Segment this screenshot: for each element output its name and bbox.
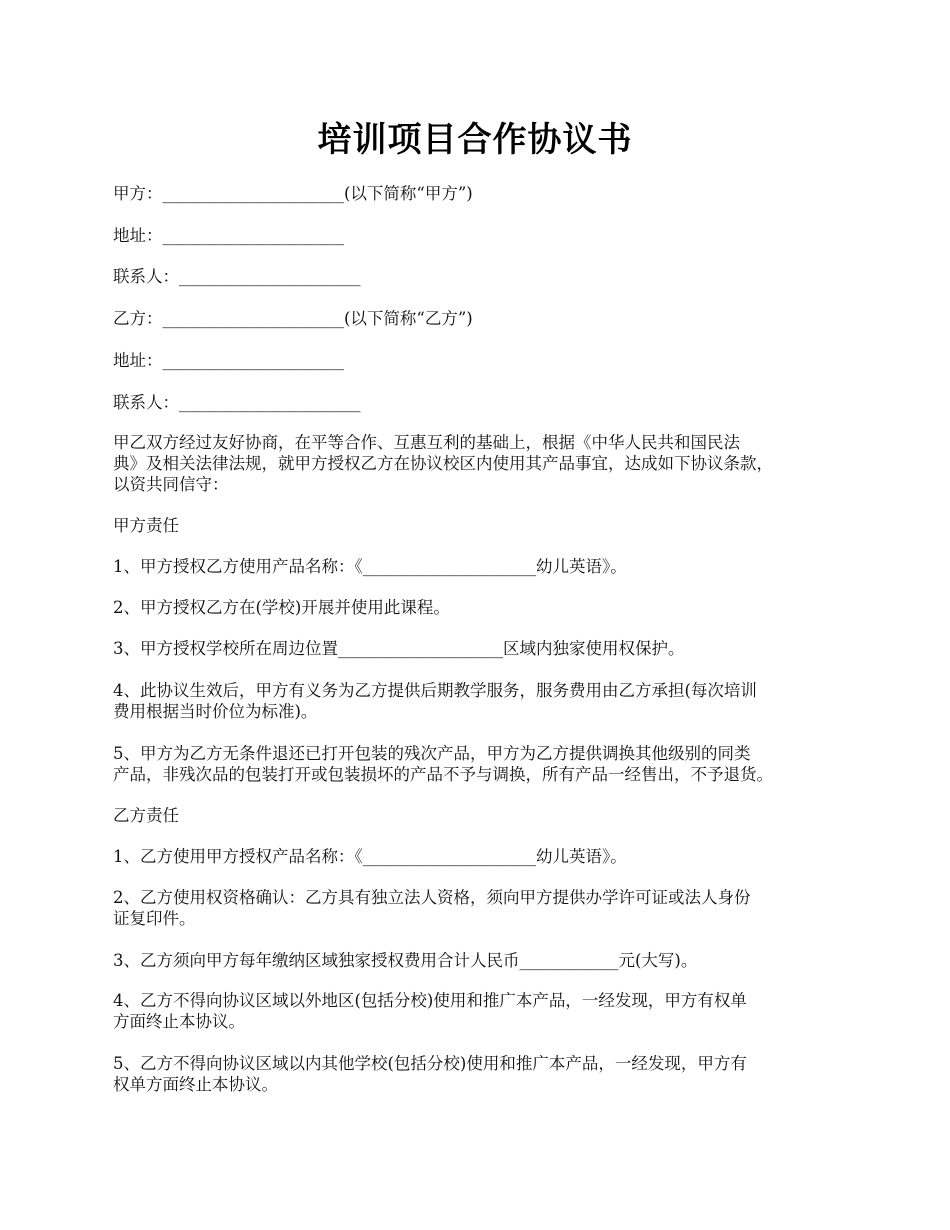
section-a-clause-4 — [113, 680, 858, 722]
intro-line: 甲乙双方经过友好协商，在平等合作、互惠互利的基础上，根据《中华人民共和国民法 — [113, 433, 740, 452]
section-b-clause-4 — [113, 990, 858, 1032]
party-a-contact-line: 联系人：______________________ — [113, 267, 361, 286]
clause-line: 5、甲方为乙方无条件退还已打开包装的残次产品，甲方为乙方提供调换其他级别的同类 — [113, 744, 751, 763]
section-a-clause-3: 3、甲方授权学校所在周边位置____________________区域内独家使用权保护。 — [113, 639, 685, 658]
party-a-address-line: 地址：______________________ — [113, 226, 344, 245]
party-b-name-line: 乙方：______________________(以下简称“乙方”) — [113, 309, 473, 328]
section-b-clause-2 — [113, 887, 858, 929]
section-b-heading: 乙方责任 — [113, 806, 179, 825]
section-a-heading: 甲方责任 — [113, 516, 179, 535]
clause-line: 费用根据当时价位为标准)。 — [113, 702, 318, 721]
intro-line: 典》及相关法律法规，就甲方授权乙方在协议校区内使用其产品事宜，达成如下协议条款， — [113, 454, 773, 473]
clause-line: 方面终止本协议。 — [113, 1012, 245, 1031]
section-b-clause-1: 1、乙方使用甲方授权产品名称：《_____________________幼儿英语》。 — [113, 847, 627, 866]
clause-line: 证复印件。 — [113, 909, 196, 928]
clause-line: 4、此协议生效后，甲方有义务为乙方提供后期教学服务，服务费用由乙方承担(每次培训 — [113, 681, 757, 700]
party-b-address-line: 地址：______________________ — [113, 351, 344, 370]
clause-line: 权单方面终止本协议。 — [113, 1075, 278, 1094]
party-b-contact-line: 联系人：______________________ — [113, 393, 361, 412]
section-a-clause-5 — [113, 743, 858, 785]
section-a-clause-2: 2、甲方授权乙方在(学校)开展并使用此课程。 — [113, 598, 450, 617]
section-b-clause-5 — [113, 1053, 858, 1095]
section-b-clause-3: 3、乙方须向甲方每年缴纳区域独家授权费用合计人民币____________元(大写)。 — [113, 951, 698, 970]
clause-line: 产品，非残次品的包装打开或包装损坏的产品不予与调换，所有产品一经售出，不予退货。 — [113, 765, 773, 784]
party-a-name-line: 甲方：______________________(以下简称“甲方”) — [113, 184, 473, 203]
clause-line: 2、乙方使用权资格确认：乙方具有独立法人资格，须向甲方提供办学许可证或法人身份 — [113, 888, 751, 907]
section-a-clause-1: 1、甲方授权乙方使用产品名称：《_____________________幼儿英语》。 — [113, 557, 627, 576]
document-title: 培训项目合作协议书 — [317, 120, 633, 160]
intro-paragraph — [113, 432, 858, 495]
clause-line: 4、乙方不得向协议区域以外地区(包括分校)使用和推广本产品，一经发现，甲方有权单 — [113, 991, 747, 1010]
clause-line: 5、乙方不得向协议区域以内其他学校(包括分校)使用和推广本产品，一经发现，甲方有 — [113, 1054, 747, 1073]
intro-line: 以资共同信守： — [113, 475, 229, 494]
